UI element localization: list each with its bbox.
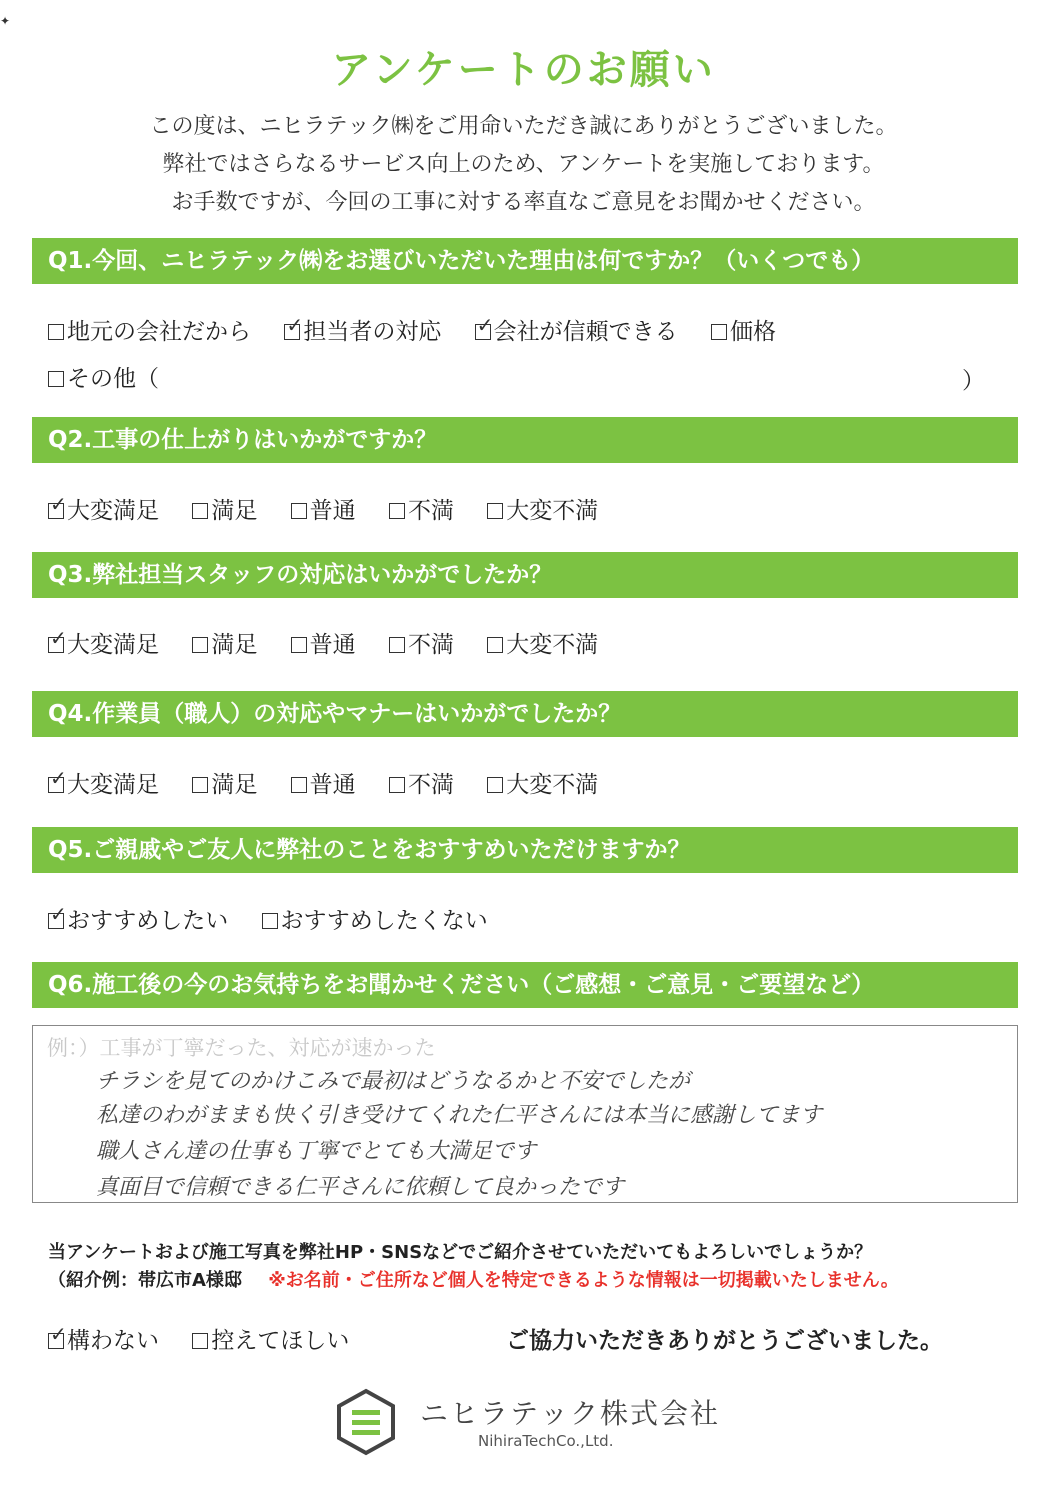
consent-example: （紹介例：帯広市A様邸 xyxy=(48,1270,242,1291)
consent-option-ok[interactable]: ✓構わない xyxy=(48,1322,159,1355)
q2-option[interactable]: 普通 xyxy=(291,492,356,525)
intro-line: 弊社ではさらなるサービス向上のため、アンケートを実施しております。 xyxy=(162,152,885,177)
q3-option[interactable]: 不満 xyxy=(389,626,454,659)
q4-header: Q4.作業員（職人）の対応やマナーはいかがでしたか？ xyxy=(32,691,1018,737)
q5-options xyxy=(48,902,514,935)
consent-example-row xyxy=(48,1266,899,1292)
q5-option[interactable]: ✓おすすめしたい xyxy=(48,902,228,935)
q5-header: Q5.ご親戚やご友人に弊社のことをおすすめいただけますか？ xyxy=(32,827,1018,873)
q2-header: Q2.工事の仕上がりはいかがですか？ xyxy=(32,417,1018,463)
checkbox[interactable] xyxy=(192,1333,208,1349)
checkbox[interactable] xyxy=(487,637,503,653)
comment-example: 例：）工事が丁寧だった、対応が速かった xyxy=(47,1036,436,1060)
handwritten-line: 私達のわがままも快く引き受けてくれた仁平さんには本当に感謝してます xyxy=(96,1103,823,1128)
checkbox[interactable] xyxy=(389,637,405,653)
q1-header: Q1.今回、ニヒラテック㈱をお選びいただいた理由は何ですか？（いくつでも） xyxy=(32,238,1018,284)
checkbox[interactable] xyxy=(48,637,64,653)
q4-option[interactable]: 不満 xyxy=(389,766,454,799)
q1-option-price[interactable]: 価格 xyxy=(711,313,776,346)
handwritten-line: 真面目で信頼できる仁平さんに依頼して良かったです xyxy=(96,1175,625,1200)
checkbox[interactable] xyxy=(475,324,491,340)
q3-options xyxy=(48,626,624,659)
q3-option[interactable]: ✓大変満足 xyxy=(48,626,159,659)
q3-header: Q3.弊社担当スタッフの対応はいかがでしたか？ xyxy=(32,552,1018,598)
consent-option-no[interactable]: 控えてほしい xyxy=(192,1322,349,1355)
handwritten-line: チラシを見てのかけこみで最初はどうなるかと不安でしたが xyxy=(96,1069,691,1094)
privacy-note: ※お名前・ご住所など個人を特定できるような情報は一切掲載いたしません。 xyxy=(268,1270,899,1291)
q3-option[interactable]: 普通 xyxy=(291,626,356,659)
q4-option[interactable]: 満足 xyxy=(192,766,257,799)
checkbox[interactable] xyxy=(48,503,64,519)
q5-option[interactable]: おすすめしたくない xyxy=(262,902,488,935)
consent-options xyxy=(48,1322,375,1355)
q2-option[interactable]: 満足 xyxy=(192,492,257,525)
handwritten-line: 職人さん達の仕事も丁寧でとても大満足です xyxy=(96,1139,537,1164)
checkbox[interactable] xyxy=(487,503,503,519)
q4-option[interactable]: ✓大変満足 xyxy=(48,766,159,799)
q3-option[interactable]: 満足 xyxy=(192,626,257,659)
q1-other-label: その他（ xyxy=(67,366,159,392)
q1-option-trust[interactable]: ✓ 会社が信頼できる xyxy=(475,313,678,346)
checkbox[interactable] xyxy=(192,777,208,793)
company-logo-icon xyxy=(336,1388,396,1456)
checkbox[interactable] xyxy=(48,777,64,793)
intro-line: この度は、ニヒラテック㈱をご用命いただき誠にありがとうございました。 xyxy=(149,114,898,139)
corner-mark: ✦ xyxy=(0,14,11,28)
checkbox[interactable] xyxy=(291,637,307,653)
intro-text xyxy=(0,108,1047,222)
q1-options xyxy=(48,313,802,346)
q1-other[interactable] xyxy=(48,360,159,393)
checkbox[interactable] xyxy=(48,371,64,387)
checkbox[interactable] xyxy=(48,913,64,929)
page-title: アンケートのお願い xyxy=(331,47,716,93)
checkbox[interactable] xyxy=(48,324,64,340)
q2-option[interactable]: 大変不満 xyxy=(487,492,598,525)
checkbox[interactable] xyxy=(487,777,503,793)
q4-option[interactable]: 普通 xyxy=(291,766,356,799)
checkbox[interactable] xyxy=(192,637,208,653)
thanks-message: ご協力いただきありがとうございました。 xyxy=(506,1328,943,1354)
company-name-en: NihiraTechCo.,Ltd. xyxy=(478,1432,614,1450)
q2-options xyxy=(48,492,624,525)
q1-option-staff[interactable]: ✓ 担当者の対応 xyxy=(284,313,441,346)
checkbox[interactable] xyxy=(262,913,278,929)
intro-line: お手数ですが、今回の工事に対する率直なご意見をお聞かせください。 xyxy=(171,190,876,215)
q2-option[interactable]: 不満 xyxy=(389,492,454,525)
checkbox[interactable] xyxy=(389,503,405,519)
checkbox[interactable] xyxy=(291,503,307,519)
consent-question: 当アンケートおよび施工写真を弊社HP・SNSなどでご紹介させていただいてもよろしいでしょうか？ xyxy=(48,1242,873,1263)
checkbox[interactable] xyxy=(192,503,208,519)
company-name: ニヒラテック株式会社 xyxy=(420,1397,721,1430)
q4-options xyxy=(48,766,624,799)
q1-other-close: ） xyxy=(962,368,985,394)
q4-option[interactable]: 大変不満 xyxy=(487,766,598,799)
checkbox[interactable] xyxy=(291,777,307,793)
q2-option[interactable]: ✓大変満足 xyxy=(48,492,159,525)
q6-header: Q6.施工後の今のお気持ちをお聞かせください（ご感想・ご意見・ご要望など） xyxy=(32,962,1018,1008)
checkbox[interactable] xyxy=(711,324,727,340)
checkbox[interactable] xyxy=(284,324,300,340)
checkbox[interactable] xyxy=(48,1333,64,1349)
q1-option-local[interactable]: 地元の会社だから xyxy=(48,313,251,346)
checkbox[interactable] xyxy=(389,777,405,793)
q3-option[interactable]: 大変不満 xyxy=(487,626,598,659)
